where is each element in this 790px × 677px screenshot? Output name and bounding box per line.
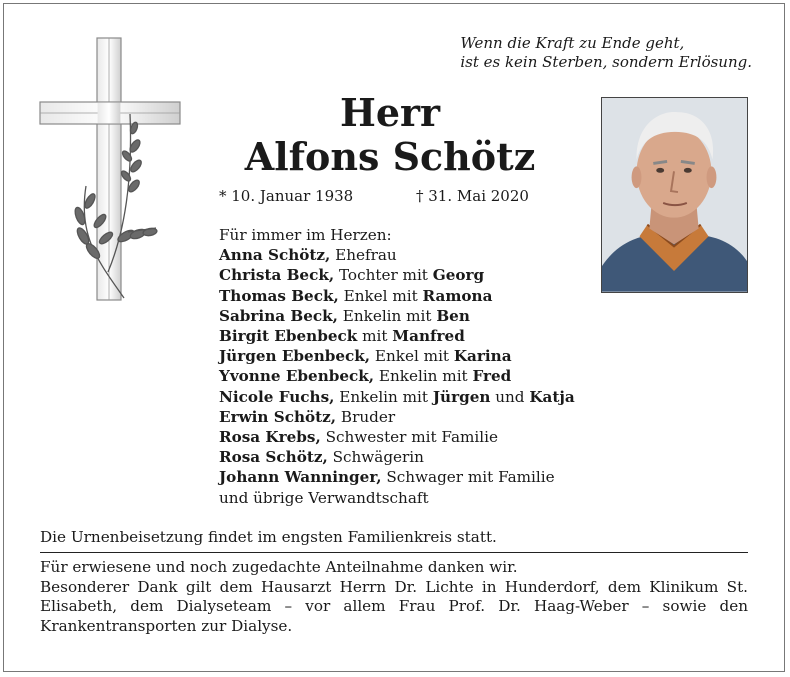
mourner-row xyxy=(219,265,575,285)
mourner-name: Georg xyxy=(432,266,485,285)
mourner-relation: Tochter mit xyxy=(334,266,433,285)
mourner-relation: Enkelin mit xyxy=(334,387,433,406)
mourner-relation: Bruder xyxy=(336,407,396,426)
memorial-quote xyxy=(460,34,752,72)
mourner-name: Nicole Fuchs, xyxy=(219,387,335,406)
divider xyxy=(40,552,748,553)
mourner-relation: mit xyxy=(357,327,393,346)
burial-notice: Die Urnenbeisetzung findet im engsten Familienkreis statt. xyxy=(40,528,497,546)
mourner-relation: Enkelin mit xyxy=(374,367,473,386)
quote-line-2: ist es kein Sterben, sondern Erlösung. xyxy=(460,53,752,71)
mourner-row xyxy=(219,306,575,326)
thanks-line-1: Für erwiesene und noch zugedachte Anteilnahme danken wir. xyxy=(40,558,518,576)
mourner-name: Jürgen xyxy=(432,387,491,406)
mourner-row xyxy=(219,387,575,407)
mourner-name: Katja xyxy=(529,387,575,406)
mourners-intro: Für immer im Herzen: xyxy=(219,226,392,244)
mourner-name: Erwin Schötz, xyxy=(219,407,337,426)
mourner-name: Karina xyxy=(453,347,512,366)
mourner-name: Birgit Ebenbeck xyxy=(219,327,358,346)
mourner-name: Thomas Beck, xyxy=(219,286,339,305)
mourner-name: Ramona xyxy=(422,286,493,305)
cross-with-palm-branch-icon xyxy=(38,36,183,304)
mourner-name: Rosa Schötz, xyxy=(219,448,328,467)
birth-date: * 10. Januar 1938 xyxy=(219,187,354,205)
mourner-relation: Enkel mit xyxy=(370,347,454,366)
mourner-relation: Enkelin mit xyxy=(337,306,437,325)
death-date: † 31. Mai 2020 xyxy=(416,187,529,205)
life-dates xyxy=(219,187,529,205)
mourner-row xyxy=(219,427,575,447)
mourner-name: Johann Wanninger, xyxy=(219,468,382,487)
mourner-row xyxy=(219,326,575,346)
mourner-relation: Schwager mit Familie xyxy=(381,468,555,487)
thanks-text xyxy=(40,558,748,636)
mourner-name: Fred xyxy=(472,367,512,386)
mourner-relation: Enkel mit xyxy=(338,286,423,305)
portrait-photo xyxy=(601,97,748,293)
title-salutation: Herr xyxy=(339,90,441,135)
mourner-row xyxy=(219,346,575,366)
mourner-row xyxy=(219,286,575,306)
mourner-row xyxy=(219,488,575,508)
mourner-row xyxy=(219,366,575,386)
mourner-relation: und xyxy=(490,387,530,406)
mourner-relation: Schwester mit Familie xyxy=(320,428,498,447)
mourner-name: Christa Beck, xyxy=(219,266,335,285)
deceased-name: Alfons Schötz xyxy=(244,134,536,179)
mourners-list xyxy=(219,225,575,508)
mourner-name: Jürgen Ebenbeck, xyxy=(219,347,371,366)
mourner-rows xyxy=(219,245,575,508)
mourner-relation: Ehefrau xyxy=(330,246,397,265)
mourner-row xyxy=(219,447,575,467)
mourner-name: Yvonne Ebenbeck, xyxy=(219,367,375,386)
mourner-name: Sabrina Beck, xyxy=(219,306,338,325)
mourner-relation: und übrige Verwandtschaft xyxy=(219,488,429,507)
mourner-name: Rosa Krebs, xyxy=(219,428,321,447)
mourner-row xyxy=(219,245,575,265)
mourner-name: Anna Schötz, xyxy=(219,246,331,265)
mourner-row xyxy=(219,467,575,487)
mourner-row xyxy=(219,407,575,427)
thanks-line-2: Besonderer Dank gilt dem Hausarzt Herrn Dr. Lichte in Hunderdorf, dem Klinikum St. Elisabeth, dem Dialyseteam – vor allem Frau Prof. Dr. Haag-Weber – sowie den Krankentransporten zur Dialyse. xyxy=(40,577,748,635)
mourner-name: Ben xyxy=(436,306,470,325)
quote-line-1: Wenn die Kraft zu Ende geht, xyxy=(460,34,685,52)
mourner-relation: Schwägerin xyxy=(327,448,424,467)
mourner-name: Manfred xyxy=(392,327,465,346)
